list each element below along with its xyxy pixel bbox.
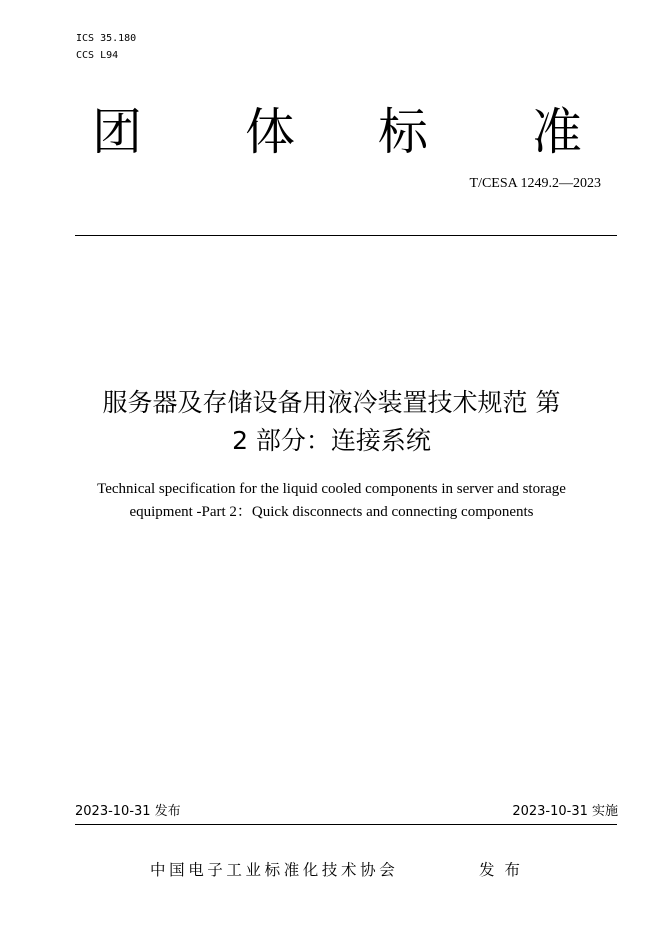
standard-number: T/CESA 1249.2—2023 — [469, 176, 601, 191]
classification-codes — [76, 30, 136, 64]
ics-code: ICS 35.180 — [76, 33, 137, 44]
ccs-code: CCS L94 — [76, 50, 119, 61]
chinese-title-line-2: 2 部分：连接系统 — [232, 426, 431, 455]
category-char-2: 体 — [245, 103, 295, 161]
publisher-name: 中国电子工业标准化技术协会 — [150, 861, 399, 879]
publish-label: 发布 — [479, 861, 531, 879]
bottom-divider — [75, 824, 617, 825]
english-title-line-1: Technical specification for the liquid cooled components in server and storage — [97, 481, 566, 497]
category-char-3: 标 — [378, 103, 428, 161]
implementation-date: 2023-10-31 实施 — [512, 804, 618, 819]
chinese-title-line-1: 服务器及存储设备用液冷装置技术规范 第 — [102, 388, 561, 417]
top-divider — [75, 235, 617, 236]
category-char-1: 团 — [92, 103, 142, 161]
release-date: 2023-10-31 发布 — [75, 804, 181, 819]
english-title-line-2: equipment -Part 2：Quick disconnects and connecting components — [129, 504, 534, 520]
english-title — [40, 478, 623, 524]
category-char-4: 准 — [532, 103, 582, 161]
chinese-title — [40, 384, 623, 460]
